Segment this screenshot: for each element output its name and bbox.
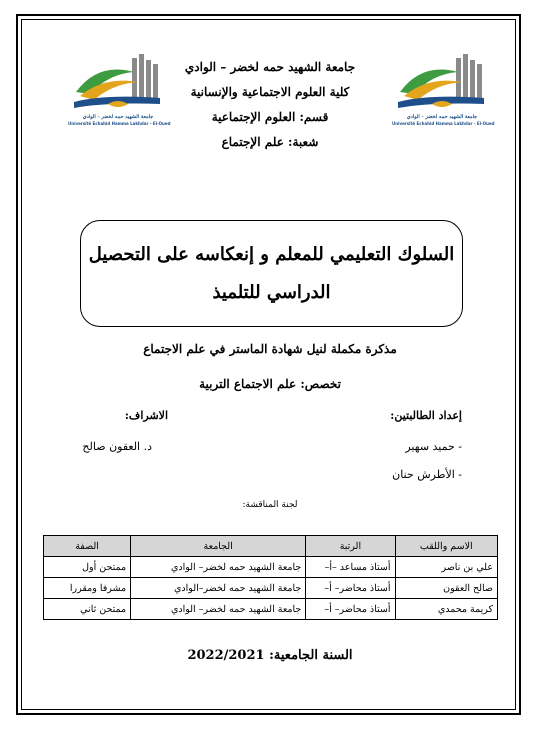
logo-caption-fr: Université Echahid Hamma Lakhdar - El-Oued xyxy=(68,121,171,126)
faculty-name: كلية العلوم الاجتماعية والإنسانية xyxy=(190,85,350,99)
university-logo-right xyxy=(392,52,495,136)
member-university: جامعة الشهيد حمه لخضر– الوادي xyxy=(131,599,306,620)
student-name-2: - الأطرش حنان xyxy=(392,468,462,481)
supervisor-name: د. العقون صالح xyxy=(82,440,152,453)
university-logo-left xyxy=(68,52,171,136)
table-row xyxy=(44,599,498,620)
member-role: ممتحن ثاني xyxy=(44,599,131,620)
university-name: جامعة الشهيد حمه لخضر – الوادي xyxy=(184,60,356,74)
supervisor-label: الاشراف: xyxy=(124,409,168,422)
member-name: علي بن ناصر xyxy=(395,557,497,578)
branch-name: شعبة: علم الإجتماع xyxy=(221,135,319,149)
committee-label: لجنة المناقشة: xyxy=(242,500,298,510)
logo-emblem-icon xyxy=(68,52,168,114)
member-name: صالح العقون xyxy=(395,578,497,599)
header-name: الاسم واللقب xyxy=(395,536,497,557)
committee-table xyxy=(43,535,498,620)
table-row xyxy=(44,578,498,599)
thesis-title-line1: السلوك التعليمي للمعلم و إنعكاسه على التحصيل xyxy=(88,244,455,265)
member-role: مشرفا ومقررا xyxy=(44,578,131,599)
students-label: إعداد الطالبتين: xyxy=(390,409,462,422)
table-row xyxy=(44,557,498,578)
academic-year: السنة الجامعية: 2022/2021 xyxy=(187,648,353,663)
thesis-title-line2: الدراسي للتلميذ xyxy=(212,282,331,303)
logo-caption-ar: جامعة الشهيد حمه لخضر - الوادي xyxy=(406,114,478,120)
student-name-1: - حميد سهير xyxy=(405,440,462,453)
member-university: جامعة الشهيد حمه لخضر–الوادي xyxy=(131,578,306,599)
member-university: جامعة الشهيد حمه لخضر– الوادي xyxy=(131,557,306,578)
header-role: الصفة xyxy=(44,536,131,557)
member-name: كريمة محمدي xyxy=(395,599,497,620)
member-rank: أستاذ محاضر– أ– xyxy=(306,599,395,620)
member-rank: أستاذ محاضر– أ– xyxy=(306,578,395,599)
member-rank: أستاذ مساعد –أ– xyxy=(306,557,395,578)
thesis-purpose: مذكرة مكملة لنيل شهادة الماستر في علم الاجتماع xyxy=(143,342,397,356)
member-role: ممتحن أول xyxy=(44,557,131,578)
logo-caption-ar: جامعة الشهيد حمه لخضر - الوادي xyxy=(82,114,154,120)
logo-caption-fr: Université Echahid Hamma Lakhdar - El-Oued xyxy=(392,121,495,126)
header-rank: الرتبة xyxy=(306,536,395,557)
logo-emblem-icon xyxy=(392,52,492,114)
thesis-specialty: تخصص: علم الاجتماع التربية xyxy=(199,377,341,391)
header-university: الجامعة xyxy=(131,536,306,557)
department-name: قسم: العلوم الإجتماعية xyxy=(211,110,329,124)
thesis-title-box xyxy=(80,220,463,327)
institution-header xyxy=(180,55,360,155)
committee-header-row xyxy=(44,536,498,557)
